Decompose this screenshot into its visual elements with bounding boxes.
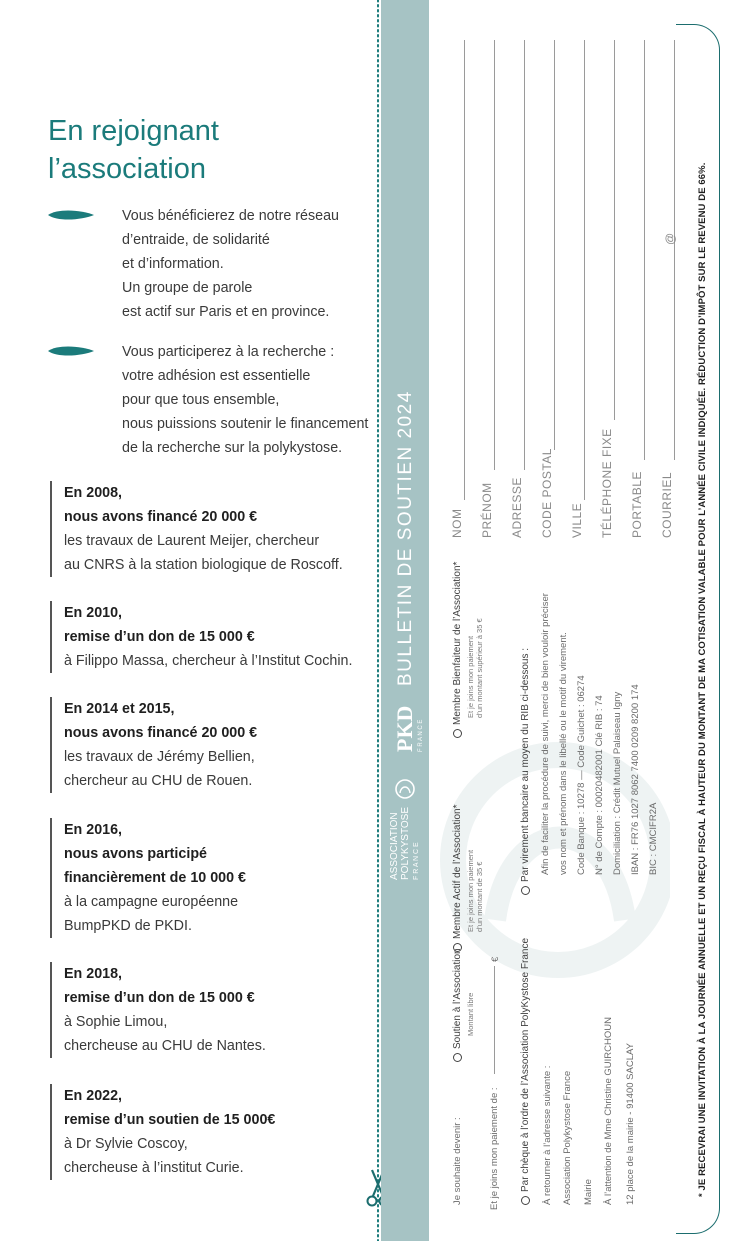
bulletin-title: BULLETIN DE SOUTIEN 2024: [395, 390, 416, 686]
pkd-logo-text: PKD: [392, 705, 417, 752]
bullet-line: est actif sur Paris et en province.: [122, 304, 330, 320]
field-label-code-postal: CODE POSTAL: [540, 448, 554, 538]
radio-membre-actif[interactable]: [453, 943, 462, 952]
option-membre-bienfaiteur-sub: d’un montant supérieur à 35 €: [475, 618, 484, 718]
option-soutien-sub: Montant libre: [466, 992, 475, 1036]
radio-soutien[interactable]: [453, 1053, 462, 1062]
option-membre-actif-sub: d’un montant de 35 €: [475, 861, 484, 932]
input-portable[interactable]: [644, 40, 645, 460]
fact-2010: En 2010, remise d’un don de 15 000 € à Filippo Massa, chercheur à l’Institut Cochin.: [50, 601, 384, 673]
virement-line: BIC : CMCIFR2A: [648, 802, 659, 875]
cheque-line: 12 place de la mairie - 91400 SACLAY: [625, 1043, 636, 1205]
bullet-line: Vous bénéficierez de notre réseau: [122, 208, 339, 224]
fact-2008: En 2008, nous avons financé 20 000 € les travaux de Laurent Meijer, chercheur au CNRS à la station biologique de Roscoff.: [50, 481, 384, 577]
option-membre-bienfaiteur-sub: Et je joins mon paiement: [466, 635, 475, 718]
option-membre-bienfaiteur[interactable]: Membre Bienfaiteur de l’Association*: [452, 562, 463, 738]
leaf-bullet-icon: [48, 345, 94, 357]
field-label-ville: VILLE: [570, 502, 584, 538]
payment-amount-input[interactable]: [494, 966, 495, 1074]
wish-label: Je souhaite devenir :: [452, 1117, 463, 1205]
payment-label: Et je joins mon paiement de :: [489, 1087, 500, 1210]
cheque-line: À retourner à l’adresse suivante :: [542, 1065, 553, 1205]
payment-cheque[interactable]: Par chèque à l’ordre de l’Association PolyKystose France: [520, 938, 531, 1205]
at-symbol: @: [663, 232, 677, 245]
virement-line: N° de Compte : 00020482001 Clé RIB : 74: [594, 695, 605, 875]
pkd-logo-subtitle: F R A N C E: [418, 719, 424, 752]
bullet-line: pour que tous ensemble,: [122, 392, 280, 408]
fact-2014: En 2014 et 2015, nous avons financé 20 000 € les travaux de Jérémy Bellien, chercheur au CHU de Rouen.: [50, 697, 384, 793]
input-code-postal[interactable]: [554, 40, 555, 450]
input-nom[interactable]: [464, 40, 465, 500]
cheque-line: Mairie: [583, 1179, 594, 1205]
benefits-panel: [0, 0, 375, 1241]
payment-virement[interactable]: Par virement bancaire au moyen du RIB ci-dessous :: [520, 648, 531, 895]
page-title: En rejoignant l’association: [48, 115, 219, 185]
cheque-line: À l’attention de Mme Christine GUIRCHOUN: [603, 1017, 614, 1205]
fact-2016: En 2016, nous avons participé financièrement de 10 000 € à la campagne européenne BumpPKD de PKDI.: [50, 818, 384, 938]
radio-cheque[interactable]: [521, 1196, 530, 1205]
virement-line: Afin de faciliter la procédure de suivi, merci de bien vouloir préciser: [540, 593, 551, 875]
option-membre-actif[interactable]: Membre Actif de l’Association*: [452, 804, 463, 952]
fact-2018: En 2018, remise d’un don de 15 000 € à Sophie Limou, chercheuse au CHU de Nantes.: [50, 962, 384, 1058]
radio-membre-bienfaiteur[interactable]: [453, 729, 462, 738]
bullet-line: de la recherche sur la polykystose.: [122, 440, 343, 456]
leaf-bullet-icon: [48, 209, 94, 221]
input-adresse[interactable]: [524, 40, 525, 470]
fact-2022: En 2022, remise d’un soutien de 15 000€ à Dr Sylvie Coscoy, chercheuse à l’institut Curie.: [50, 1084, 384, 1180]
input-prenom[interactable]: [494, 40, 495, 470]
radio-virement[interactable]: [521, 886, 530, 895]
currency-symbol: €: [490, 956, 501, 962]
field-label-adresse: ADRESSE: [510, 477, 524, 538]
virement-line: Domiciliation : Crédit Mutuel Palaiseau Igny: [612, 691, 623, 875]
bullet-line: Un groupe de parole: [122, 280, 253, 296]
virement-line: IBAN : FR76 1027 8062 7400 0209 8200 174: [630, 684, 641, 875]
bullet-line: et d’information.: [122, 256, 224, 272]
field-label-telephone-fixe: TÉLÉPHONE FIXE: [600, 428, 614, 538]
option-membre-actif-sub: Et je joins mon paiement: [466, 849, 475, 932]
input-telephone-fixe[interactable]: [614, 40, 615, 420]
virement-line: vos nom et prénom dans le libellé ou le motif du virement.: [558, 632, 569, 875]
field-label-nom: NOM: [450, 508, 464, 538]
field-label-portable: PORTABLE: [630, 471, 644, 538]
option-soutien[interactable]: Soutien à l’Association: [452, 948, 463, 1062]
footnote: * JE RECEVRAI UNE INVITATION À LA JOURNÉE ANNUELLE ET UN REÇU FISCAL À HAUTEUR DU MONTANT DE MA COTISATION VALABLE POUR L’ANNÉE CIVILE INDIQUÉE. RÉDUCTION D’IMPÔT SUR LE REVENU DE 66%.: [697, 162, 708, 1197]
field-label-prenom: PRÉNOM: [480, 482, 494, 538]
bullet-line: d’entraide, de solidarité: [122, 232, 270, 248]
bullet-line: votre adhésion est essentielle: [122, 368, 311, 384]
association-logo-icon: [386, 770, 424, 808]
virement-line: Code Banque : 10278 — Code Guichet : 06274: [576, 675, 587, 875]
association-name: ASSOCIATION POLYKYSTOSE F R A N C E: [389, 807, 420, 880]
input-ville[interactable]: [584, 40, 585, 500]
input-courriel[interactable]: [674, 40, 675, 460]
field-label-courriel: COURRIEL: [660, 471, 674, 538]
bullet-line: nous puissions soutenir le financement: [122, 416, 369, 432]
cheque-line: Association Polykystose France: [562, 1070, 573, 1205]
bullet-line: Vous participerez à la recherche :: [122, 344, 335, 360]
